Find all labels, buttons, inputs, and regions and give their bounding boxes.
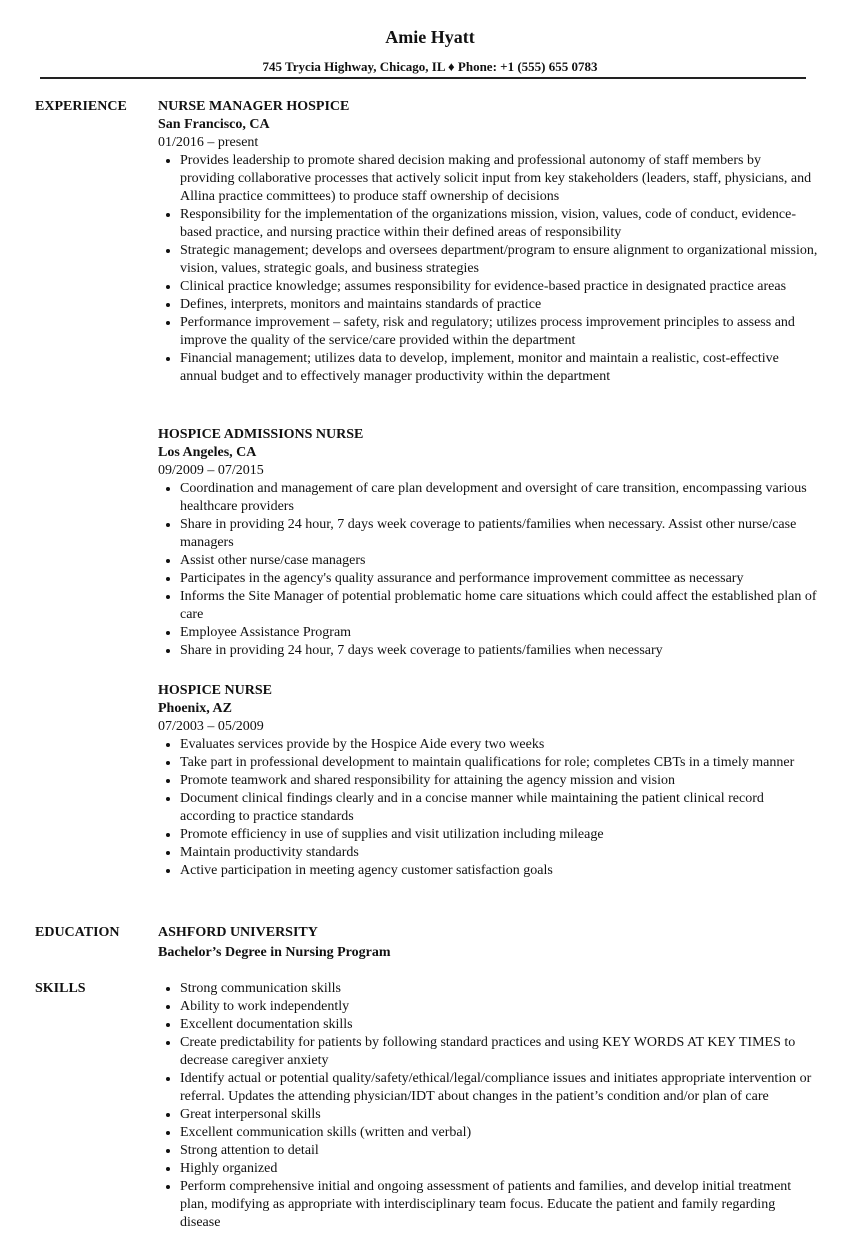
list-item: • Strong communication skills (180, 980, 818, 998)
education-entry (158, 924, 818, 962)
job-dates: 09/2009 – 07/2015 (158, 463, 264, 478)
section-label-experience: EXPERIENCE (35, 99, 127, 114)
list-item: • Performance improvement – safety, risk and regulatory; utilizes process improvement principles to assess and improve the quality of the service/care provided within the department (180, 314, 818, 350)
list-item: • Great interpersonal skills (180, 1106, 818, 1124)
list-item: • Active participation in meeting agency customer satisfaction goals (180, 862, 818, 880)
list-item: • Highly organized (180, 1160, 818, 1178)
header-divider (40, 77, 806, 79)
job-location: Los Angeles, CA (158, 445, 257, 460)
list-item: • Provides leadership to promote shared decision making and professional autonomy of staff members by providing collaborative processes that actively solicit input from key stakeholders (leaders, staff, physicians, and Allina practice committees) to produce staff ownership of decisions (180, 152, 818, 206)
list-item: • Share in providing 24 hour, 7 days week coverage to patients/families when necessary. Assist other nurse/case managers (180, 516, 818, 552)
list-item: • Identify actual or potential quality/safety/ethical/legal/compliance issues and initiates appropriate intervention or referral. Updates the attending physician/IDT about changes in the patient’s condition and/or plan of care (180, 1070, 818, 1106)
list-item: • Excellent communication skills (written and verbal) (180, 1124, 818, 1142)
list-item: • Strategic management; develops and oversees department/program to ensure alignment to organizational mission, vision, values, strategic goals, and business strategies (180, 242, 818, 278)
section-label-education: EDUCATION (35, 925, 120, 940)
list-item: • Assist other nurse/case managers (180, 552, 818, 570)
list-item: • Defines, interprets, monitors and maintains standards of practice (180, 296, 818, 314)
skills-list-block (158, 980, 818, 1232)
list-item: • Maintain productivity standards (180, 844, 818, 862)
list-item: • Participates in the agency's quality assurance and performance improvement committee as necessary (180, 570, 818, 588)
contact-line: 745 Trycia Highway, Chicago, IL ♦ Phone: +1 (555) 655 0783 (262, 59, 598, 74)
list-item: • Strong attention to detail (180, 1142, 818, 1160)
list-item: • Promote efficiency in use of supplies and visit utilization including mileage (180, 826, 818, 844)
job-title: HOSPICE ADMISSIONS NURSE (158, 427, 364, 442)
resume-header (0, 26, 860, 75)
list-item: • Promote teamwork and shared responsibility for attaining the agency mission and vision (180, 772, 818, 790)
job-entry (158, 682, 818, 880)
candidate-name: Amie Hyatt (385, 27, 475, 47)
list-item: • Perform comprehensive initial and ongoing assessment of patients and families, and develop initial treatment plan, modifying as appropriate with interdisciplinary team focus. Educate the patient and family regarding disease (180, 1178, 818, 1232)
job-title: NURSE MANAGER HOSPICE (158, 99, 350, 114)
school-name: ASHFORD UNIVERSITY (158, 925, 318, 940)
list-item: • Excellent documentation skills (180, 1016, 818, 1034)
job-bullets (158, 480, 818, 660)
list-item: • Document clinical findings clearly and in a concise manner while maintaining the patient clinical record according to practice standards (180, 790, 818, 826)
job-bullets (158, 152, 818, 386)
list-item: • Take part in professional development to maintain qualifications for role; completes CBTs in a timely manner (180, 754, 818, 772)
list-item: • Financial management; utilizes data to develop, implement, monitor and maintain a realistic, cost-effective annual budget and to effectively manager productivity within the department (180, 350, 818, 386)
job-title: HOSPICE NURSE (158, 683, 272, 698)
list-item: • Evaluates services provide by the Hospice Aide every two weeks (180, 736, 818, 754)
list-item: • Share in providing 24 hour, 7 days week coverage to patients/families when necessary (180, 642, 818, 660)
list-item: • Create predictability for patients by following standard practices and using KEY WORDS AT KEY TIMES to decrease caregiver anxiety (180, 1034, 818, 1070)
list-item: • Coordination and management of care plan development and oversight of care transition, encompassing various healthcare providers (180, 480, 818, 516)
section-label-skills: SKILLS (35, 981, 86, 996)
job-dates: 07/2003 – 05/2009 (158, 719, 264, 734)
job-entry (158, 426, 818, 660)
job-entry (158, 98, 818, 386)
job-location: Phoenix, AZ (158, 701, 232, 716)
skills-list (158, 980, 818, 1232)
degree: Bachelor’s Degree in Nursing Program (158, 945, 391, 960)
job-dates: 01/2016 – present (158, 135, 259, 150)
list-item: • Responsibility for the implementation of the organizations mission, vision, values, code of conduct, evidence-based practice, and nursing practice within their defined areas of responsibility (180, 206, 818, 242)
list-item: • Ability to work independently (180, 998, 818, 1016)
list-item: • Employee Assistance Program (180, 624, 818, 642)
list-item: • Clinical practice knowledge; assumes responsibility for evidence-based practice in designated practice areas (180, 278, 818, 296)
list-item: • Informs the Site Manager of potential problematic home care situations which could affect the established plan of care (180, 588, 818, 624)
job-bullets (158, 736, 818, 880)
job-location: San Francisco, CA (158, 117, 270, 132)
